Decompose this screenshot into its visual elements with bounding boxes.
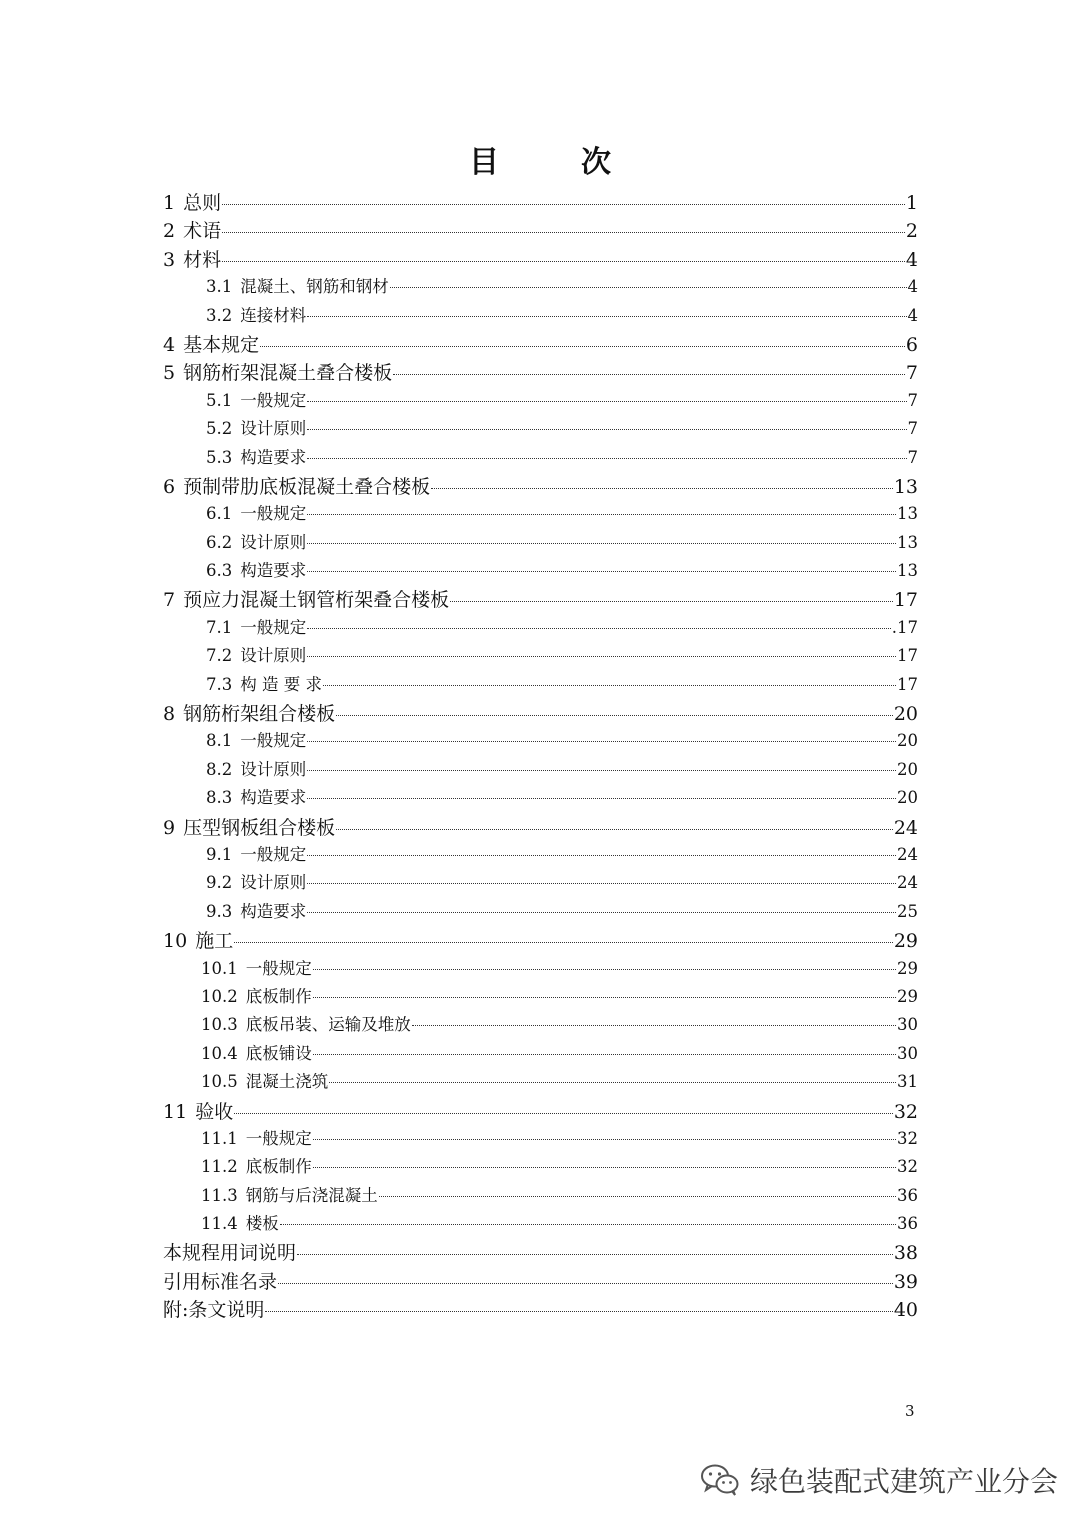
toc-entry-number: 6.2	[206, 532, 233, 552]
toc-entry-page: 25	[897, 901, 918, 921]
page-title: 目 次	[469, 145, 637, 180]
toc-entry[interactable]	[163, 1267, 918, 1295]
toc-entry-page: 32	[893, 1100, 918, 1123]
toc-entry-label	[163, 216, 221, 243]
toc-entry-text: 钢筋桁架组合楼板	[183, 703, 336, 726]
toc-entry[interactable]	[163, 983, 918, 1011]
watermark-text: 绿色装配式建筑产业分会	[750, 1465, 1059, 1498]
dot-leader	[297, 1254, 893, 1255]
toc-entry[interactable]	[163, 444, 918, 472]
toc-entry-page: 4	[907, 305, 918, 325]
toc-entry-number: 3.1	[206, 277, 233, 297]
toc-entry[interactable]	[163, 585, 918, 613]
toc-entry-text: 设计原则	[240, 646, 307, 666]
dot-leader	[307, 628, 891, 629]
toc-entry-number: 11	[163, 1100, 188, 1123]
toc-entry-number: 8.1	[206, 731, 233, 751]
toc-entry-label	[201, 955, 312, 979]
dot-leader	[222, 232, 905, 233]
toc-entry-text: 引用标准名录	[163, 1270, 278, 1293]
toc-entry-number: 6.3	[206, 561, 233, 581]
toc-entry-number: 5.3	[206, 447, 233, 467]
toc-entry-text: 一般规定	[240, 844, 307, 864]
dot-leader	[336, 829, 893, 830]
toc-entry-number: 11.3	[201, 1185, 238, 1205]
toc-entry-label	[201, 1068, 328, 1092]
toc-entry-number: 10.3	[201, 1015, 238, 1035]
toc-entry-text: 压型钢板组合楼板	[183, 816, 336, 839]
toc-entry-number: 10.4	[201, 1043, 238, 1063]
toc-entry-number: 7	[163, 589, 176, 612]
toc-entry[interactable]	[163, 302, 918, 330]
toc-entry[interactable]	[163, 1068, 918, 1096]
dot-leader	[222, 261, 905, 262]
watermark	[700, 1460, 1058, 1500]
toc-entry-text: 楼板	[245, 1214, 279, 1234]
toc-entry-number: 10.5	[201, 1072, 238, 1092]
toc-entry-label	[206, 415, 306, 439]
toc-entry-page: 4	[905, 248, 918, 271]
toc-entry-number: 9.1	[206, 844, 233, 864]
toc-entry-text: 底板制作	[245, 1157, 312, 1177]
dot-leader	[278, 1283, 893, 1284]
toc-entry-label	[163, 585, 449, 612]
toc-entry-page: 7	[907, 419, 918, 439]
toc-entry-text: 钢筋与后浇混凝土	[245, 1185, 378, 1205]
toc-entry-text: 构 造 要 求	[240, 674, 322, 694]
toc-entry[interactable]	[163, 1182, 918, 1210]
toc-entry[interactable]	[163, 387, 918, 415]
toc-entry-page: 24	[897, 873, 918, 893]
toc-entry-page: 30	[897, 1043, 918, 1063]
toc-entry-number: 5.1	[206, 390, 233, 410]
toc-entry-page: 7	[905, 362, 918, 385]
toc-entry[interactable]	[163, 330, 918, 358]
toc-entry-label	[163, 472, 430, 499]
toc-entry-page: 13	[897, 504, 918, 524]
dot-leader	[379, 1196, 896, 1197]
dot-leader	[336, 715, 893, 716]
toc-entry-number: 10.2	[201, 986, 238, 1006]
toc-entry-number: 11.1	[201, 1128, 238, 1148]
toc-entry-label	[206, 302, 306, 326]
toc-entry-number: 8.3	[206, 788, 233, 808]
toc-entry-label	[163, 188, 221, 215]
toc-entry-text: 连接材料	[240, 305, 307, 325]
toc-entry-label	[163, 926, 233, 953]
toc-entry-text: 施工	[195, 930, 234, 953]
toc-entry[interactable]	[163, 1011, 918, 1039]
toc-entry[interactable]	[163, 1295, 918, 1323]
toc-entry[interactable]	[163, 813, 918, 841]
toc-entry[interactable]	[163, 955, 918, 983]
toc-entry-label	[206, 614, 306, 638]
dot-leader	[307, 656, 896, 657]
toc-entry-page: 4	[907, 277, 918, 297]
toc-entry-label	[163, 1267, 277, 1294]
wechat-icon	[700, 1463, 740, 1497]
toc-entry-label	[201, 983, 312, 1007]
toc-entry-label	[163, 245, 221, 272]
toc-entry-text: 本规程用词说明	[163, 1242, 297, 1265]
dot-leader	[313, 1139, 896, 1140]
toc-entry[interactable]	[163, 500, 918, 528]
toc-entry-text: 材料	[183, 248, 222, 271]
dot-leader	[313, 997, 896, 998]
toc-entry[interactable]	[163, 727, 918, 755]
toc-entry-page: 36	[897, 1214, 918, 1234]
dot-leader	[307, 770, 896, 771]
toc-entry[interactable]	[163, 898, 918, 926]
toc-entry[interactable]	[163, 1238, 918, 1266]
toc-entry-number: 7.3	[206, 674, 233, 694]
toc-entry[interactable]	[163, 699, 918, 727]
toc-entry-text: 底板吊装、运输及堆放	[245, 1015, 411, 1035]
toc-entry-label	[206, 727, 306, 751]
toc-entry[interactable]	[163, 1153, 918, 1181]
dot-leader	[307, 741, 896, 742]
toc-entry-text: 预应力混凝土钢管桁架叠合楼板	[183, 589, 450, 612]
toc-entry-page: 29	[897, 986, 918, 1006]
toc-entry-page: 6	[905, 333, 918, 356]
toc-entry-number: 3.2	[206, 305, 233, 325]
toc-entry-number: 7.1	[206, 617, 233, 637]
toc-entry-number: 9.3	[206, 901, 233, 921]
toc-entry-label	[201, 1125, 312, 1149]
toc-entry-text: 混凝土浇筑	[245, 1072, 329, 1092]
toc-entry-page: 36	[897, 1185, 918, 1205]
toc-entry-label	[201, 1210, 279, 1234]
toc-entry-text: 一般规定	[245, 1128, 312, 1148]
dot-leader	[234, 942, 893, 943]
toc-entry-text: 底板铺设	[245, 1043, 312, 1063]
toc-entry-text: 一般规定	[240, 504, 307, 524]
toc-entry-label	[206, 869, 306, 893]
toc-entry-number: 4	[163, 333, 176, 356]
toc-entry-page: 17	[897, 674, 918, 694]
toc-entry-number: 11.4	[201, 1214, 238, 1234]
toc-entry-label	[201, 1182, 378, 1206]
toc-entry-label	[206, 444, 306, 468]
toc-entry-label	[163, 813, 335, 840]
toc-entry-label	[163, 330, 259, 357]
dot-leader	[307, 798, 896, 799]
dot-leader	[280, 1224, 896, 1225]
toc-entry[interactable]	[163, 415, 918, 443]
dot-leader	[431, 488, 893, 489]
toc-entry[interactable]	[163, 671, 918, 699]
toc-entry-page: 20	[893, 703, 918, 726]
toc-entry-label	[206, 898, 306, 922]
toc-entry[interactable]	[163, 188, 918, 216]
toc-entry-number: 9.2	[206, 873, 233, 893]
toc-entry-number: 8	[163, 703, 176, 726]
toc-entry-page: 13	[893, 475, 918, 498]
toc-entry-page: 31	[897, 1072, 918, 1092]
toc-entry-text: 附:条文说明	[163, 1299, 265, 1322]
toc-entry-label	[206, 756, 306, 780]
toc-entry[interactable]	[163, 926, 918, 954]
toc-entry-page: 29	[893, 930, 918, 953]
toc-entry-number: 6.1	[206, 504, 233, 524]
toc-entry-text: 设计原则	[240, 873, 307, 893]
toc-entry-label	[201, 1011, 411, 1035]
dot-leader	[390, 287, 907, 288]
toc-entry-text: 设计原则	[240, 419, 307, 439]
dot-leader	[222, 204, 905, 205]
page-number: 3	[905, 1402, 915, 1420]
toc-entry[interactable]	[163, 216, 918, 244]
toc-entry-number: 6	[163, 475, 176, 498]
dot-leader	[393, 374, 905, 375]
toc-entry-page: 24	[893, 816, 918, 839]
toc-entry-page: 13	[897, 561, 918, 581]
toc-entry-text: 一般规定	[245, 958, 312, 978]
toc-entry-label	[206, 557, 306, 581]
dot-leader	[307, 855, 896, 856]
toc-entry-text: 一般规定	[240, 390, 307, 410]
dot-leader	[265, 1311, 892, 1312]
toc-entry-number: 2	[163, 220, 176, 243]
toc-entry-label	[201, 1040, 312, 1064]
toc-entry-text: 底板制作	[245, 986, 312, 1006]
toc-entry-text: 钢筋桁架混凝土叠合楼板	[183, 362, 393, 385]
toc-entry-text: 构造要求	[240, 561, 307, 581]
dot-leader	[450, 601, 893, 602]
toc-entry-page: 2	[905, 220, 918, 243]
toc-entry-page: .17	[891, 617, 918, 637]
dot-leader	[234, 1113, 893, 1114]
toc-entry-page: 39	[893, 1270, 918, 1293]
toc-entry[interactable]	[163, 557, 918, 585]
toc-entry-page: 7	[907, 447, 918, 467]
toc-entry[interactable]	[163, 245, 918, 273]
toc-entry-number: 3	[163, 248, 176, 271]
toc-entry-label	[201, 1153, 312, 1177]
toc-entry-number: 10	[163, 930, 188, 953]
dot-leader	[313, 969, 896, 970]
toc-entry-text: 设计原则	[240, 532, 307, 552]
dot-leader	[307, 458, 906, 459]
toc-entry-label	[206, 841, 306, 865]
toc-entry-number: 9	[163, 816, 176, 839]
toc-entry-page: 30	[897, 1015, 918, 1035]
toc-entry[interactable]	[163, 1040, 918, 1068]
toc-entry-label	[206, 387, 306, 411]
toc-entry[interactable]	[163, 642, 918, 670]
toc-entry-number: 1	[163, 192, 176, 214]
toc-entry-text: 总则	[183, 192, 222, 214]
toc-entry-label	[163, 1295, 264, 1322]
toc-entry-page: 20	[897, 731, 918, 751]
toc-entry-label	[206, 500, 306, 524]
toc-entry-page: 38	[893, 1242, 918, 1265]
toc-entry-text: 构造要求	[240, 788, 307, 808]
toc-entry[interactable]	[163, 869, 918, 897]
toc-entry-page: 32	[897, 1128, 918, 1148]
toc-entry-page: 17	[897, 646, 918, 666]
toc-entry-text: 验收	[195, 1100, 234, 1123]
toc-entry-label	[206, 784, 306, 808]
toc-entry-text: 预制带肋底板混凝土叠合楼板	[183, 475, 431, 498]
toc-entry-number: 5.2	[206, 419, 233, 439]
dot-leader	[307, 401, 906, 402]
toc-entry[interactable]	[163, 472, 918, 500]
toc-entry-page: 40	[893, 1299, 918, 1322]
toc-entry[interactable]	[163, 529, 918, 557]
toc-entry-label	[163, 1238, 296, 1265]
toc-entry-page: 24	[897, 844, 918, 864]
dot-leader	[307, 883, 896, 884]
dot-leader	[329, 1082, 896, 1083]
toc-entry-label	[206, 671, 322, 695]
toc-entry-page: 32	[897, 1157, 918, 1177]
table-of-contents	[163, 188, 918, 1324]
dot-leader	[313, 1167, 896, 1168]
toc-entry-number: 10.1	[201, 958, 238, 978]
toc-entry[interactable]	[163, 1097, 918, 1125]
toc-entry-page: 20	[897, 759, 918, 779]
toc-entry[interactable]	[163, 1125, 918, 1153]
toc-entry-number: 7.2	[206, 646, 233, 666]
toc-entry-text: 构造要求	[240, 901, 307, 921]
toc-entry-label	[206, 273, 389, 297]
toc-entry[interactable]	[163, 756, 918, 784]
toc-entry-text: 基本规定	[183, 333, 260, 356]
dot-leader	[323, 685, 896, 686]
dot-leader	[260, 346, 905, 347]
toc-entry-page: 7	[907, 390, 918, 410]
toc-entry-page: 1	[905, 192, 918, 214]
toc-entry-text: 一般规定	[240, 731, 307, 751]
toc-entry[interactable]	[163, 614, 918, 642]
toc-entry-text: 术语	[183, 220, 222, 243]
toc-entry-page: 29	[897, 958, 918, 978]
toc-entry-page: 17	[893, 589, 918, 612]
toc-entry[interactable]	[163, 841, 918, 869]
toc-entry-label	[163, 699, 335, 726]
dot-leader	[307, 514, 896, 515]
toc-entry-label	[163, 358, 392, 385]
dot-leader	[307, 316, 906, 317]
dot-leader	[313, 1054, 896, 1055]
dot-leader	[307, 912, 896, 913]
toc-entry-number: 11.2	[201, 1157, 238, 1177]
toc-entry-text: 混凝土、钢筋和钢材	[240, 277, 389, 297]
dot-leader	[307, 429, 906, 430]
toc-entry-text: 设计原则	[240, 759, 307, 779]
toc-entry-page: 13	[897, 532, 918, 552]
toc-entry-label	[163, 1097, 233, 1124]
toc-entry-number: 5	[163, 362, 176, 385]
toc-entry-label	[206, 642, 306, 666]
dot-leader	[307, 571, 896, 572]
toc-entry-number: 8.2	[206, 759, 233, 779]
toc-entry-label	[206, 529, 306, 553]
toc-entry[interactable]	[163, 358, 918, 386]
toc-entry-page: 20	[897, 788, 918, 808]
dot-leader	[307, 543, 896, 544]
toc-entry[interactable]	[163, 273, 918, 301]
toc-entry[interactable]	[163, 1210, 918, 1238]
toc-entry[interactable]	[163, 784, 918, 812]
toc-entry-text: 一般规定	[240, 617, 307, 637]
toc-entry-text: 构造要求	[240, 447, 307, 467]
dot-leader	[412, 1025, 896, 1026]
